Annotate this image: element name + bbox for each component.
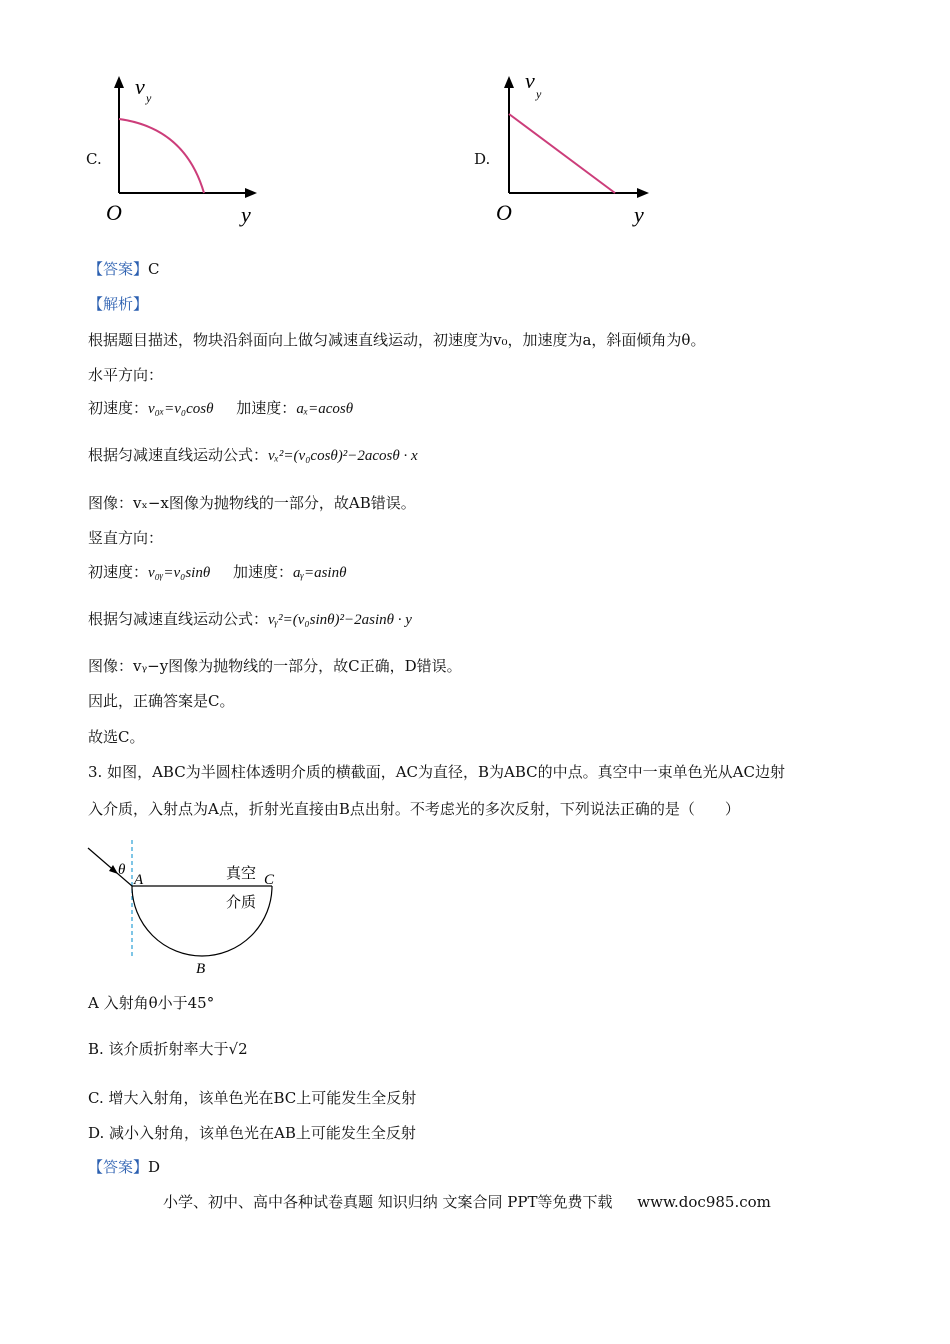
h-formula-line: [88, 444, 418, 467]
graph-c-label: C.: [86, 150, 102, 168]
incident-ray: [88, 848, 132, 886]
graph-d-x-arrow: [637, 188, 649, 198]
h-image-text: vₓ−x图像为抛物线的一部分，故AB错误。: [133, 494, 416, 512]
footer: [163, 1191, 771, 1212]
graph-d-line: [509, 114, 615, 193]
question3-figure: [85, 838, 285, 978]
graph-c-ylabel: v: [135, 74, 145, 99]
h-image-line: [88, 492, 416, 514]
h-acc-formula: aₓ=acosθ: [296, 401, 354, 417]
answer-3-label: 【答案】: [88, 1158, 149, 1176]
final-choice: 故选C。: [88, 728, 145, 746]
v-init-label: 初速度：: [88, 563, 149, 581]
answer-3-value: D: [148, 1158, 161, 1176]
conclusion: 因此，正确答案是C。: [88, 692, 235, 710]
graph-c: [100, 70, 270, 230]
answer-1: [88, 258, 160, 280]
footer-url[interactable]: www.doc985.com: [637, 1193, 771, 1211]
graph-c-origin: O: [106, 200, 122, 225]
v-image-text: vᵧ−y图像为抛物线的一部分，故C正确，D错误。: [133, 657, 462, 675]
graph-d-xlabel: y: [634, 202, 644, 227]
graph-d: [490, 70, 660, 230]
answer-1-value: C: [148, 260, 160, 278]
option-d: D. 减小入射角，该单色光在AB上可能发生全反射: [88, 1124, 416, 1142]
graph-c-xlabel: y: [241, 202, 251, 227]
answer-3: [88, 1156, 160, 1178]
graph-d-ysub: y: [536, 87, 542, 101]
v-init-formula: v₀ᵧ=v₀sinθ: [148, 565, 211, 581]
option-b: B. 该介质折射率大于√2: [88, 1040, 248, 1058]
horizontal-title: 水平方向：: [88, 366, 164, 384]
vacuum-label: 真空: [226, 864, 257, 882]
h-formula: vₓ²=(v₀cosθ)²−2acosθ · x: [268, 448, 418, 464]
option-c: C. 增大入射角，该单色光在BC上可能发生全反射: [88, 1089, 417, 1107]
analysis-label: 【解析】: [88, 295, 149, 313]
h-formula-label: 根据匀减速直线运动公式：: [88, 446, 269, 464]
graph-c-x-arrow: [245, 188, 257, 198]
h-init-line: [88, 397, 353, 420]
point-C-label: C: [264, 872, 275, 888]
point-A-label: A: [134, 872, 144, 888]
theta-label: θ: [118, 862, 126, 878]
graph-c-ysub: y: [146, 91, 152, 105]
footer-text: 小学、初中、高中各种试卷真题 知识归纳 文案合同 PPT等免费下载: [163, 1193, 613, 1211]
question3-line1: 3. 如图，ABC为半圆柱体透明介质的横截面，AC为直径，B为ABC的中点。真空中一束单色光从AC边射: [88, 763, 785, 781]
v-acc-label: 加速度：: [233, 563, 294, 581]
question3-line2: 入介质，入射点为A点，折射光直接由B点出射。不考虑光的多次反射，下列说法正确的是（ ）: [88, 800, 740, 818]
graph-d-y-arrow: [504, 76, 514, 88]
h-image-label: 图像：: [88, 494, 134, 512]
h-init-label: 初速度：: [88, 399, 149, 417]
v-image-label: 图像：: [88, 657, 134, 675]
v-image-line: [88, 655, 462, 677]
v-formula-label: 根据匀减速直线运动公式：: [88, 610, 269, 628]
vertical-title: 竖直方向：: [88, 529, 164, 547]
graph-c-y-arrow: [114, 76, 124, 88]
answer-1-label: 【答案】: [88, 260, 149, 278]
v-acc-formula: aᵧ=asinθ: [293, 565, 347, 581]
graph-d-ylabel: v: [525, 70, 535, 93]
h-init-formula: v₀ₓ=v₀cosθ: [148, 401, 214, 417]
medium-label: 介质: [226, 893, 257, 911]
graph-d-origin: O: [496, 200, 512, 225]
v-formula: vᵧ²=(v₀sinθ)²−2asinθ · y: [268, 612, 412, 628]
point-B-label: B: [196, 961, 206, 977]
graph-c-curve: [119, 119, 204, 193]
v-formula-line: [88, 608, 412, 631]
v-init-line: [88, 561, 346, 584]
h-acc-label: 加速度：: [236, 399, 297, 417]
analysis-intro: 根据题目描述，物块沿斜面向上做匀减速直线运动，初速度为v₀，加速度为a，斜面倾角为θ。: [88, 331, 706, 349]
option-a: A 入射角θ小于45°: [88, 994, 215, 1012]
incident-arrow: [109, 865, 118, 874]
graph-d-label: D.: [474, 150, 491, 168]
